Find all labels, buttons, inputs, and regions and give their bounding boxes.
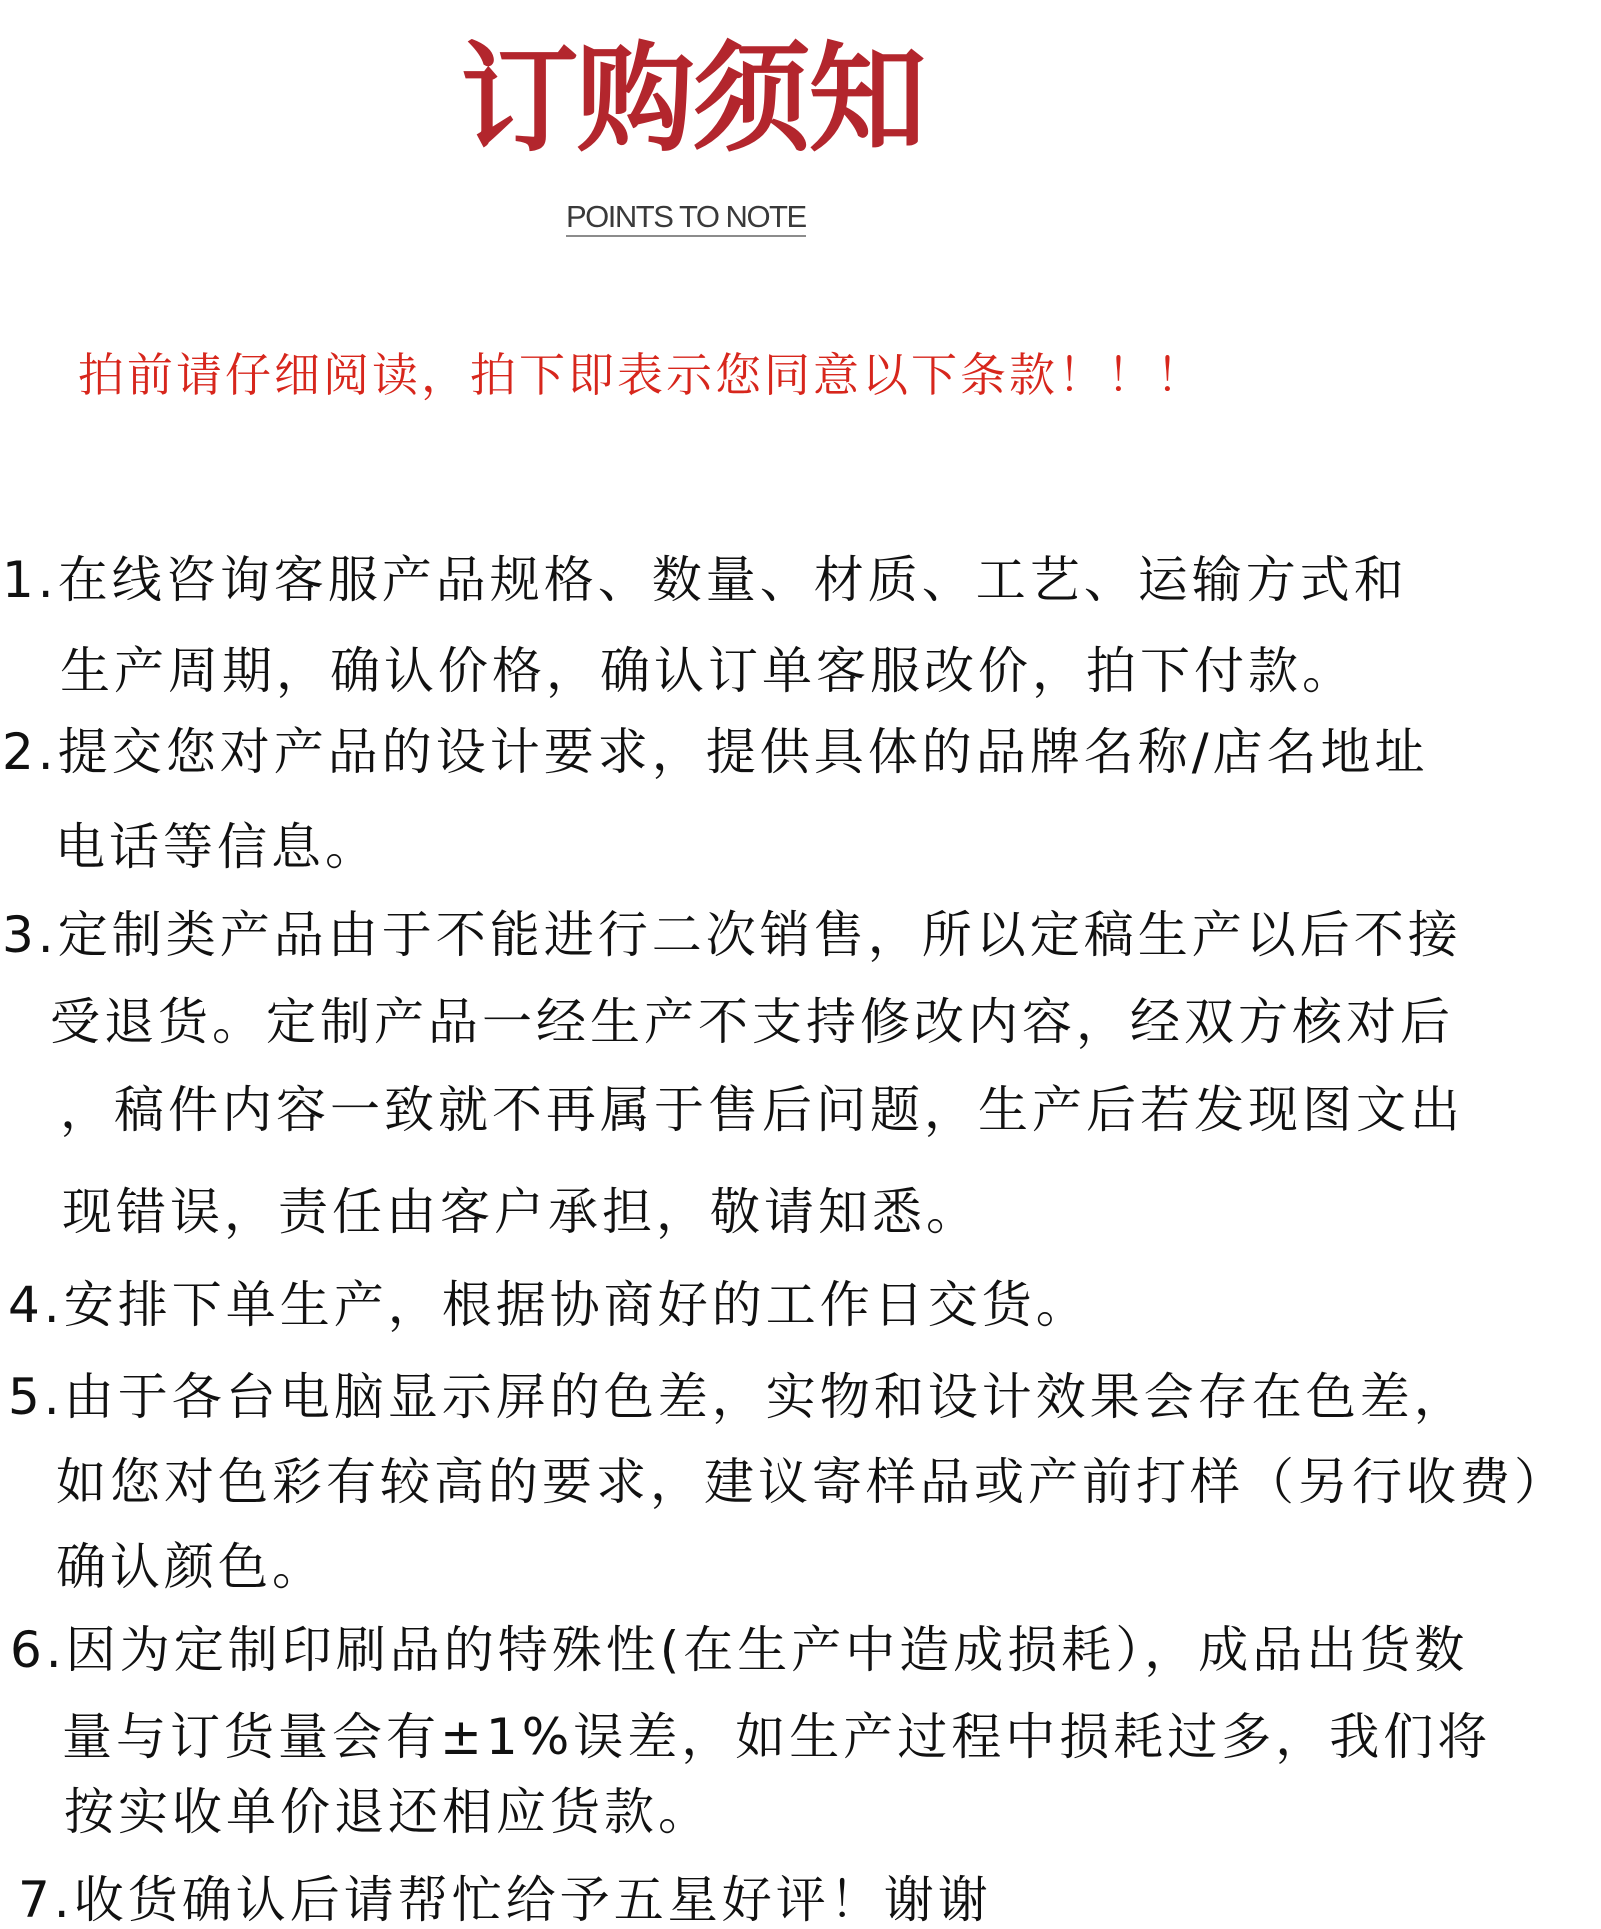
term-1-line-1: 1.在线咨询客服产品规格、数量、材质、工艺、运输方式和 [2,551,1408,609]
term-2-line-1: 2.提交您对产品的设计要求，提供具体的品牌名称/店名地址 [2,723,1429,781]
term-5-line-2: 如您对色彩有较高的要求，建议寄样品或产前打样（另行收费） [56,1453,1568,1511]
term-1-line-2: 生产周期，确认价格，确认订单客服改价，拍下付款。 [60,642,1356,700]
term-5-line-3: 确认颜色。 [56,1538,326,1596]
term-7-line-1: 7.收货确认后请帮忙给予五星好评！谢谢 [18,1871,992,1929]
term-5-line-1: 5.由于各台电脑显示屏的色差，实物和设计效果会存在色差， [8,1368,1468,1426]
term-3-line-3: ，稿件内容一致就不再属于售后问题，生产后若发现图文出 [60,1081,1464,1139]
term-3-line-2: 受退货。定制产品一经生产不支持修改内容，经双方核对后 [50,993,1454,1051]
term-3-line-1: 3.定制类产品由于不能进行二次销售，所以定稿生产以后不接 [2,906,1462,964]
term-6-line-3: 按实收单价退还相应货款。 [64,1783,712,1841]
notice-text: 拍前请仔细阅读，拍下即表示您同意以下条款！！！ [78,348,1205,402]
term-2-line-2: 电话等信息。 [55,818,379,876]
term-3-line-4: 现错误，责任由客户承担，敬请知悉。 [62,1183,980,1241]
term-6-line-1: 6.因为定制印刷品的特殊性(在生产中造成损耗），成品出货数 [10,1621,1469,1679]
page-subtitle: POINTS TO NOTE [566,201,806,237]
term-4-line-1: 4.安排下单生产，根据协商好的工作日交货。 [8,1276,1090,1334]
term-6-line-2: 量与订货量会有±1%误差，如生产过程中损耗过多，我们将 [62,1708,1492,1766]
page-title: 订购须知 [460,30,925,168]
